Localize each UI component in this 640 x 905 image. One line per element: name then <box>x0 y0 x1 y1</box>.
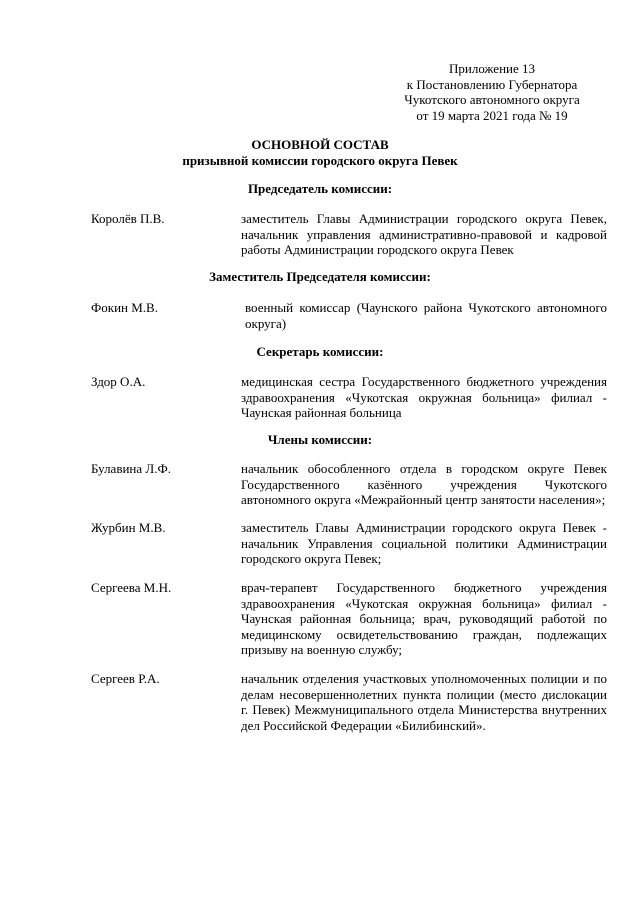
role-line: медицинскому освидетельствованию граждан, подлежащих <box>241 626 607 642</box>
person-name: Журбин М.В. <box>91 520 166 535</box>
person-name: Королёв П.В. <box>91 211 165 226</box>
person-role <box>245 300 607 331</box>
appendix-line: к Постановлению Губернатора <box>406 76 578 92</box>
document-title <box>0 137 640 168</box>
role-line: Государственного казённого учреждения Чукотского <box>241 476 607 492</box>
role-line: Чаунская районная больница; врач, руководящий работой по <box>241 611 607 626</box>
role-line: городского округа Певек; <box>241 551 382 566</box>
appendix-line: от 19 марта 2021 года № 19 <box>416 107 568 123</box>
role-line: начальник отделения участковых уполномоченных полиции и по <box>241 671 607 686</box>
person-name: Здор О.А. <box>91 374 146 389</box>
appendix-reference <box>372 61 612 123</box>
role-line: г. Певек) Межмуниципального отдела Министерства внутренних <box>241 702 607 717</box>
person-name: Сергеев Р.А. <box>91 671 160 686</box>
role-line: заместитель Главы Администрации городского округа Певек - <box>241 520 607 535</box>
role-line: военный комиссар (Чаунского района Чукотского автономного <box>245 300 607 315</box>
person-role <box>241 580 607 658</box>
role-line: начальник управления административно-правовой и кадровой <box>241 226 607 242</box>
person-role <box>241 374 607 421</box>
appendix-line: Чукотского автономного округа <box>404 92 580 107</box>
person-role <box>241 211 607 258</box>
role-line: Чаунская районная больница <box>241 405 402 420</box>
person-role <box>241 461 607 508</box>
title-main: ОСНОВНОЙ СОСТАВ <box>251 137 389 152</box>
role-line: автономного округа «Межрайонный центр занятости населения»; <box>241 492 606 507</box>
person-name: Булавина Л.Ф. <box>91 461 171 476</box>
role-line: врач-терапевт Государственного бюджетного учреждения <box>241 580 607 595</box>
role-line: работы Администрации городского округа Певек <box>241 242 514 257</box>
role-line: заместитель Главы Администрации городского округа Певек, <box>241 211 607 226</box>
role-line: дел Российской Федерации «Билибинский». <box>241 717 486 733</box>
role-line: начальник обособленного отдела в городском округе Певек <box>241 461 607 476</box>
person-name: Сергеева М.Н. <box>91 580 172 595</box>
person-name: Фокин М.В. <box>91 300 158 315</box>
person-role <box>241 671 607 733</box>
title-subtitle: призывной комиссии городского округа Певек <box>182 152 458 168</box>
role-line: здравоохранения «Чукотская окружная больница» филиал - <box>241 595 607 611</box>
role-line: призыву на военную службу; <box>241 642 403 657</box>
role-line: делам несовершеннолетних пункта полиции (место дислокации <box>241 686 607 702</box>
section-heading-chair: Председатель комиссии: <box>247 181 393 196</box>
role-line: начальник Управления социальной политики Администрации <box>241 535 607 551</box>
role-line: здравоохранения «Чукотская окружная больница» филиал - <box>241 389 607 405</box>
person-role <box>241 520 607 567</box>
section-heading-deputy: Заместитель Председателя комиссии: <box>209 269 431 284</box>
section-heading-members: Члены комиссии: <box>267 432 373 447</box>
role-line: округа) <box>245 315 287 331</box>
section-heading-secretary: Секретарь комиссии: <box>256 344 384 359</box>
appendix-line: Приложение 13 <box>448 61 536 76</box>
role-line: медицинская сестра Государственного бюджетного учреждения <box>241 374 607 389</box>
